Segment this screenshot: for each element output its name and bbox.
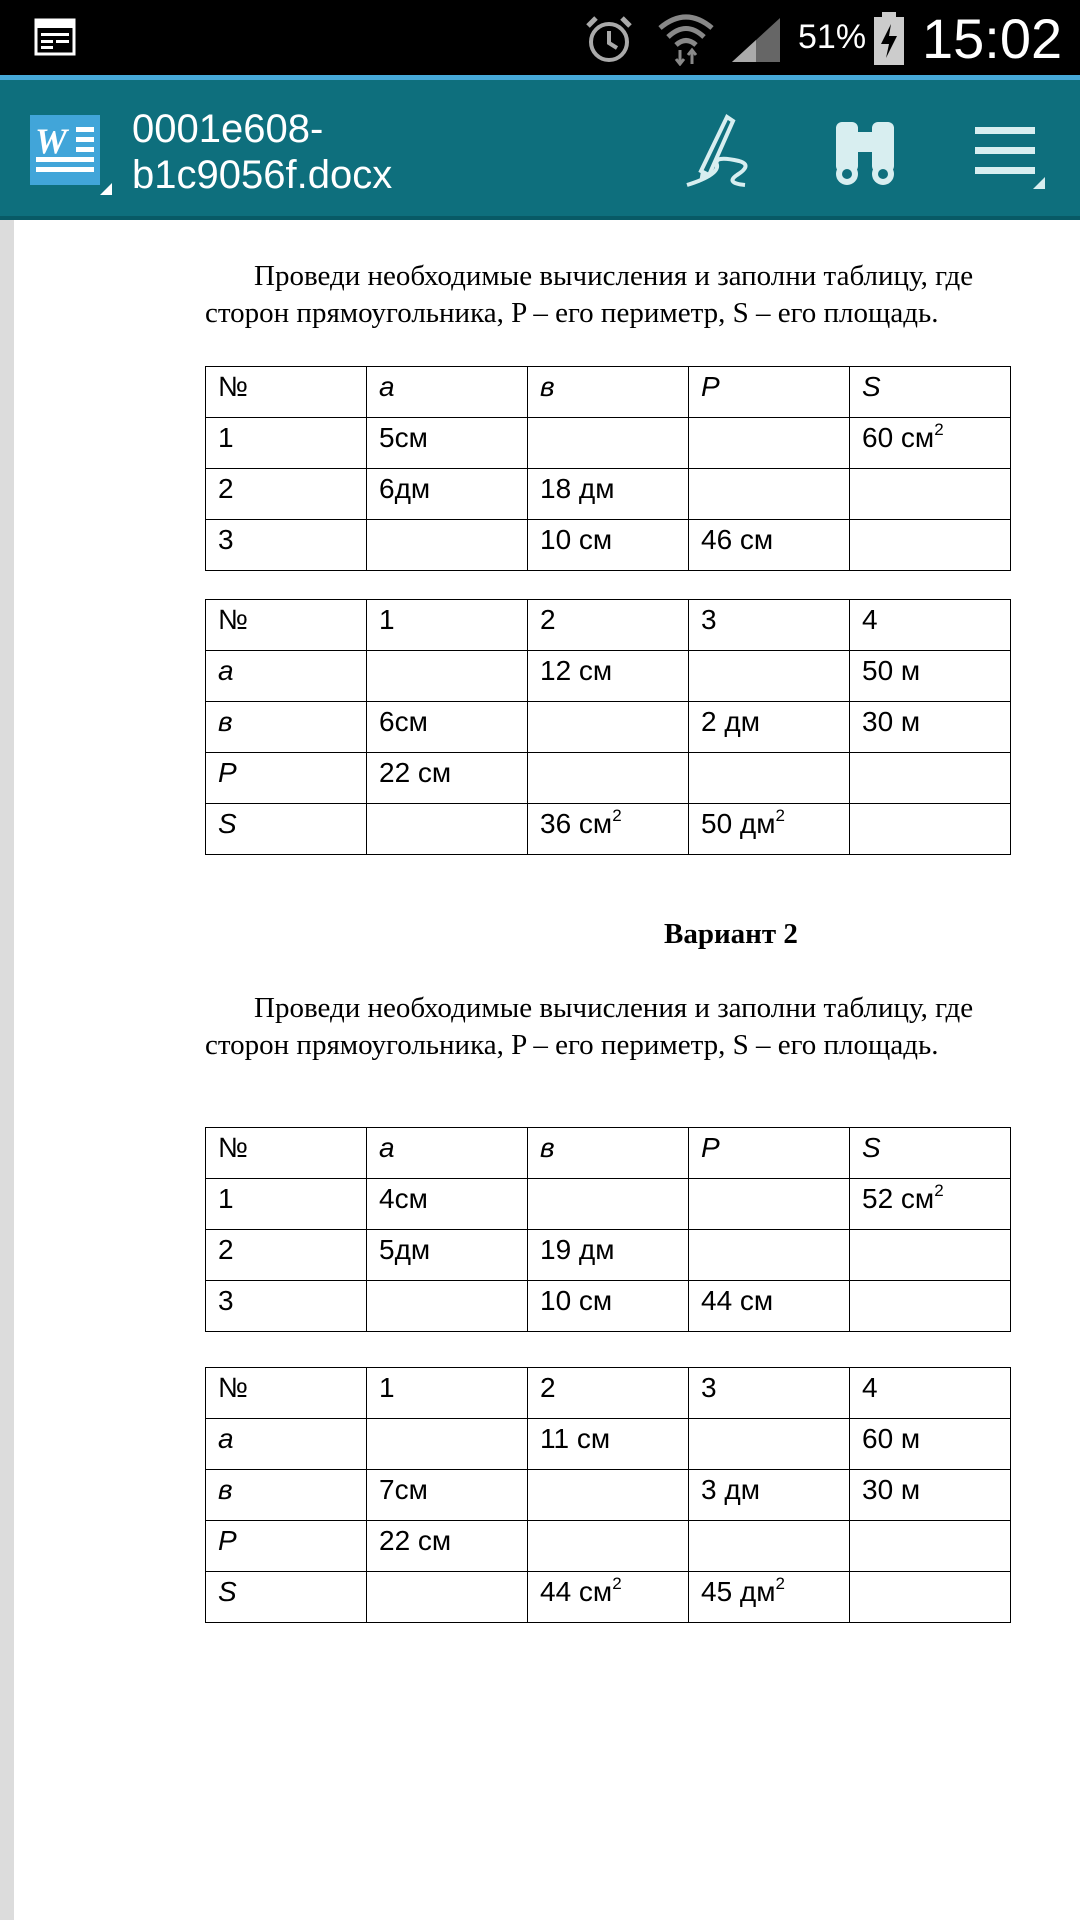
table-cell: 2 [528,1368,689,1419]
table-cell [850,1521,1011,1572]
table-cell: в [528,367,689,418]
table-row [206,1470,1011,1521]
document-page [14,220,1080,1920]
table-cell [528,1470,689,1521]
table-cell: 3 [689,600,850,651]
table-cell: 5см [367,418,528,469]
table-cell: 46 см [689,520,850,571]
table-cell [367,1572,528,1623]
table-cell [689,418,850,469]
app-bar [0,75,1080,220]
table-row [206,1179,1011,1230]
table-cell: в [528,1128,689,1179]
table-row [206,600,1011,651]
table-cell [528,418,689,469]
table-cell: 30 м [850,1470,1011,1521]
battery-percent: 51% [798,18,867,56]
table-cell: 50 $дм^2$ [689,804,850,855]
table-cell: S [206,804,367,855]
table-cell [528,702,689,753]
status-bar [0,0,1080,75]
notification-icon [34,18,76,56]
table-cell: 60 $см^2$ [850,418,1011,469]
menu-icon [967,113,1047,193]
table-cell [689,469,850,520]
table-row [206,1368,1011,1419]
table-cell [689,1419,850,1470]
table-cell: S [206,1572,367,1623]
table-cell: 50 м [850,651,1011,702]
table-cell: 4см [367,1179,528,1230]
table-cell: 44 см [689,1281,850,1332]
table-cell: S [850,367,1011,418]
ink-pen-icon [679,113,759,193]
table-cell: 3 [689,1368,850,1419]
table-cell: a [367,1128,528,1179]
table-row [206,1572,1011,1623]
table-cell: 2 дм [689,702,850,753]
table-row [206,469,1011,520]
variant-heading: Вариант 2 [664,918,798,950]
table-cell: 1 [206,418,367,469]
instruction-paragraph: Проведи необходимые вычисления и заполни таблицу, где сторон прямоугольника, P – его периметр, S – его площадь. [205,260,974,329]
binoculars-find-icon [830,118,900,188]
table-row [206,804,1011,855]
table-row [206,1521,1011,1572]
rectangle-table-4 [205,1367,1011,1623]
clock: 15:02 [922,7,1063,70]
table-cell: № [206,600,367,651]
table-cell: 12 см [528,651,689,702]
table-cell: в [206,1470,367,1521]
menu-button[interactable] [962,108,1052,198]
table-row [206,1230,1011,1281]
table-row [206,753,1011,804]
document-title: 0001e608- b1c9056f.docx [132,107,393,197]
table-cell: P [206,1521,367,1572]
table-cell [689,1179,850,1230]
table-cell: a [367,367,528,418]
table-cell: № [206,1128,367,1179]
table-cell [850,753,1011,804]
table-cell [528,1179,689,1230]
rectangle-table-3 [205,1127,1011,1332]
table-cell: 18 дм [528,469,689,520]
table-cell: 22 см [367,753,528,804]
table-row [206,651,1011,702]
table-cell: P [689,367,850,418]
table-cell: 19 дм [528,1230,689,1281]
table-row [206,1281,1011,1332]
table-cell: P [206,753,367,804]
table-cell [367,804,528,855]
table-cell [528,1521,689,1572]
table-cell: 7см [367,1470,528,1521]
wifi-icon [656,10,716,66]
table-cell [689,753,850,804]
battery-icon [873,12,905,66]
table-cell [367,651,528,702]
table-cell [367,1419,528,1470]
table-cell [689,1230,850,1281]
table-cell: 10 см [528,1281,689,1332]
rectangle-table-1 [205,366,1011,571]
table-cell: в [206,702,367,753]
table-cell [367,520,528,571]
table-cell [850,469,1011,520]
table-cell: S [850,1128,1011,1179]
table-cell: 2 [528,600,689,651]
find-button[interactable] [820,108,910,198]
signal-icon [730,16,782,64]
table-cell: 1 [367,1368,528,1419]
table-row [206,520,1011,571]
alarm-icon [582,12,636,66]
table-cell: 60 м [850,1419,1011,1470]
table-cell: 11 см [528,1419,689,1470]
table-cell: 4 [850,600,1011,651]
table-cell: 2 [206,1230,367,1281]
table-row [206,367,1011,418]
instruction-paragraph: Проведи необходимые вычисления и заполни таблицу, где сторон прямоугольника, P – его периметр, S – его площадь. [205,992,974,1061]
table-cell: 22 см [367,1521,528,1572]
table-cell: 44 $см^2$ [528,1572,689,1623]
table-row [206,1419,1011,1470]
table-row [206,702,1011,753]
rectangle-table-2 [205,599,1011,855]
word-document-icon [28,113,112,195]
table-cell: 2 [206,469,367,520]
table-cell [367,1281,528,1332]
document-view[interactable] [0,220,1080,1920]
table-cell [850,1281,1011,1332]
svg-text:W: W [35,121,68,161]
table-row [206,418,1011,469]
table-row [206,1128,1011,1179]
page-edge [0,220,14,1920]
table-cell: a [206,651,367,702]
table-cell [850,1230,1011,1281]
table-cell: 5дм [367,1230,528,1281]
table-cell [689,651,850,702]
ink-button[interactable] [674,108,764,198]
table-cell: P [689,1128,850,1179]
table-cell: 45 $дм^2$ [689,1572,850,1623]
table-cell [528,753,689,804]
table-cell: 1 [206,1179,367,1230]
table-cell: № [206,367,367,418]
table-cell [689,1521,850,1572]
table-cell: 3 [206,520,367,571]
table-cell: 30 м [850,702,1011,753]
table-cell: 4 [850,1368,1011,1419]
table-cell: 1 [367,600,528,651]
table-cell: 6дм [367,469,528,520]
table-cell: 6см [367,702,528,753]
table-cell: 36 $см^2$ [528,804,689,855]
table-cell: 3 [206,1281,367,1332]
table-cell [850,520,1011,571]
table-cell: № [206,1368,367,1419]
table-cell: 10 см [528,520,689,571]
table-cell: 52 $см^2$ [850,1179,1011,1230]
table-cell [850,804,1011,855]
table-cell: 3 дм [689,1470,850,1521]
table-cell: a [206,1419,367,1470]
table-cell [850,1572,1011,1623]
